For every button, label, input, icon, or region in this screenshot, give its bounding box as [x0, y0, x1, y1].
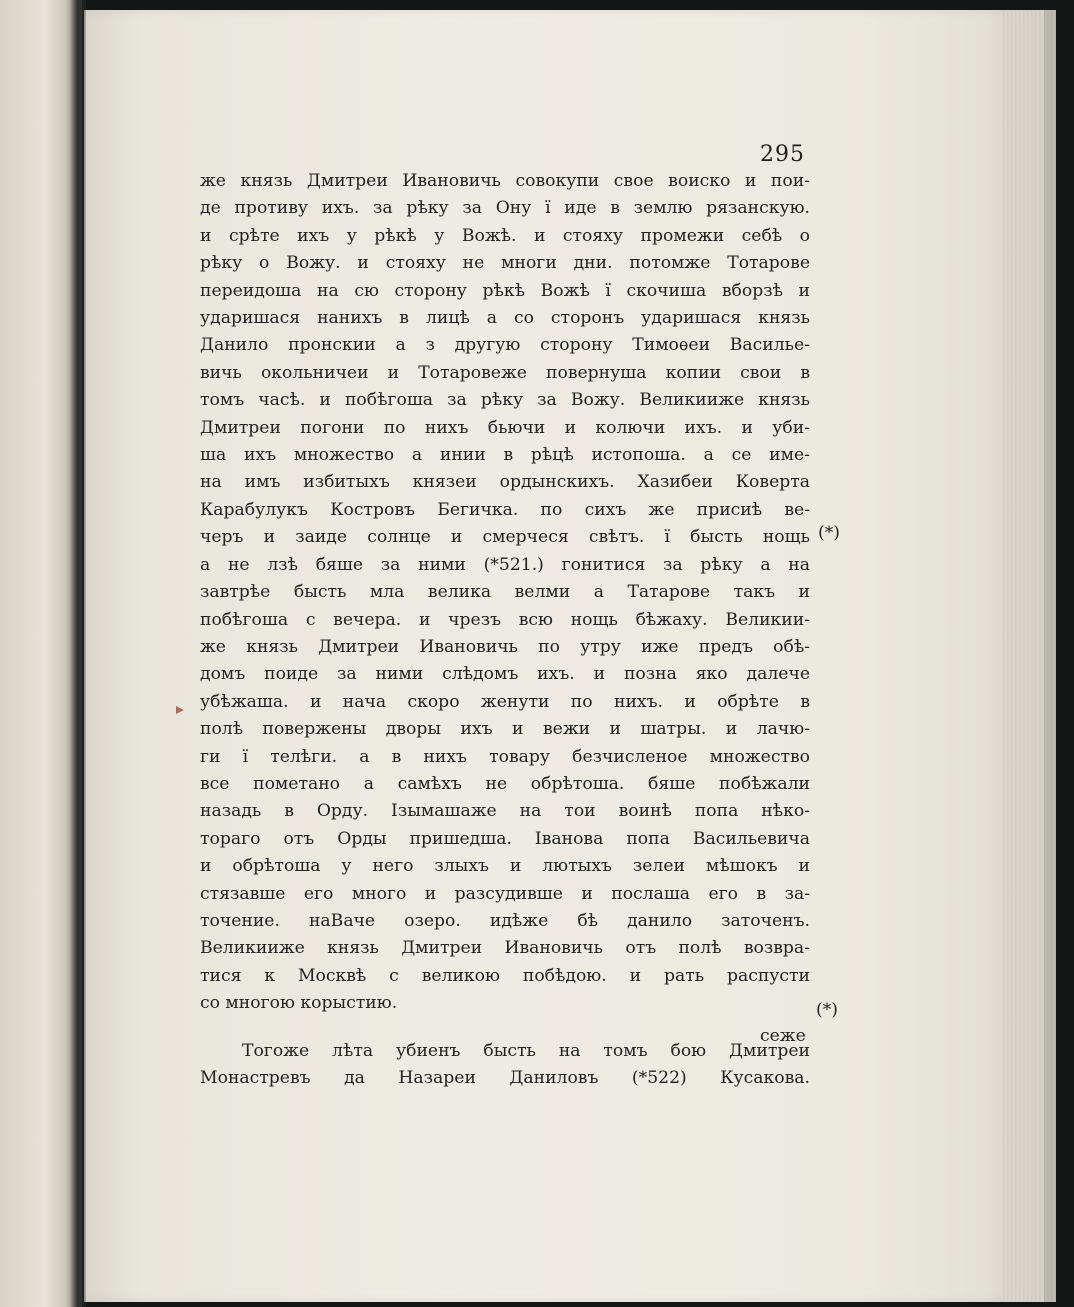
text-line: же князь Дмитреи Ивановичь по утру иже предъ обѣ- — [200, 636, 810, 657]
text-line: ги ї телѣги. а в нихъ товару безчисленое множество — [200, 746, 810, 767]
text-line: Дмитреи погони по нихъ бьючи и колючи ихъ. и уби- — [200, 417, 810, 438]
catchword: сеже — [760, 1026, 806, 1046]
text-line: ударишася нанихъ в лицѣ а со сторонъ ударишася князь — [200, 308, 810, 329]
margin-note: (*) — [816, 1000, 839, 1020]
text-line: вичь окольничеи и Тотаровеже повернуша копии свои в — [200, 362, 810, 383]
text-line: все пометано а самѣхъ не обрѣтоша. бяше побѣжали — [200, 773, 810, 794]
text-line: точение. наВаче озеро. идѣже бѣ данило заточенъ. — [200, 910, 810, 931]
text-line: ша ихъ множество а инии в рѣцѣ истопоша. а се име- — [200, 445, 810, 466]
text-line: домъ поиде за ними слѣдомъ ихъ. и позна яко далече — [200, 664, 810, 685]
text-line: рѣку о Вожу. и стояху не многи дни. потомже Тотарове — [200, 253, 810, 274]
text-line: Тогоже лѣта убиенъ бысть на томъ бою Дмитреи — [242, 1040, 810, 1061]
text-line: полѣ повержены дворы ихъ и вежи и шатры. и лачю- — [200, 719, 810, 740]
text-line: Великииже князь Дмитреи Ивановичь отъ полѣ возвра- — [200, 938, 810, 959]
text-line: убѣжаша. и нача скоро женути по нихъ. и обрѣте в — [200, 691, 810, 712]
text-line: переидоша на сю сторону рѣкѣ Вожѣ ї скочиша вборзѣ и — [200, 280, 810, 301]
text-line: томъ часѣ. и побѣгоша за рѣку за Вожу. Великииже князь — [200, 390, 810, 411]
paragraph-2 — [200, 1038, 810, 1093]
text-line: и срѣте ихъ у рѣкѣ у Вожѣ. и стояху промежи себѣ о — [200, 225, 810, 246]
text-line: назадь в Орду. Ізымашаже на тои воинѣ попа нѣко- — [200, 801, 810, 822]
text-line: и обрѣтоша у него злыхъ и лютыхъ зелеи мѣшокъ и — [200, 856, 810, 877]
text-line: Карабулукъ Костровъ Бегичка. по сихъ же присиѣ ве- — [200, 499, 810, 520]
text-line: а не лзѣ бяше за ними (*521.) гонитися за рѣку а на — [200, 554, 810, 575]
body-text — [200, 168, 810, 1092]
text-line: побѣгоша с вечера. и чрезъ всю нощь бѣжаху. Великии- — [200, 609, 810, 630]
margin-pointer-icon — [176, 706, 184, 714]
page-number: 295 — [760, 142, 805, 167]
text-line: черъ и заиде солнце и смерчеся свѣтъ. ї бысть нощь — [200, 527, 810, 548]
text-line: же князь Дмитреи Ивановичь совокупи свое воиско и пои- — [200, 171, 810, 191]
text-line: тися к Москвѣ с великою побѣдою. и рать распусти — [200, 965, 810, 986]
text-line: тораго отъ Орды пришедша. Іванова попа Васильевича — [200, 828, 810, 849]
text-line: со многою корыстию. — [200, 993, 398, 1014]
text-line: де противу ихъ. за рѣку за Ону ї иде в землю рязанскую. — [200, 198, 810, 219]
paragraph-1 — [200, 168, 810, 1018]
text-line: Данило пронскии а з другую сторону Тимоѳеи Василье- — [200, 335, 810, 356]
text-line: на имъ избитыхъ князеи ордынскихъ. Хазибеи Коверта — [200, 472, 810, 493]
page-fore-edge — [1002, 10, 1056, 1302]
margin-note: (*) — [818, 523, 841, 543]
text-line: Монастревъ да Назареи Даниловъ (*522) Кусакова. — [200, 1068, 810, 1088]
text-line: завтрѣе бысть мла велика велми а Татарове такъ и — [200, 582, 810, 603]
spine-shadow — [70, 0, 86, 1307]
text-line: стязавше его много и разсудивше и послаша его в за- — [200, 883, 810, 904]
